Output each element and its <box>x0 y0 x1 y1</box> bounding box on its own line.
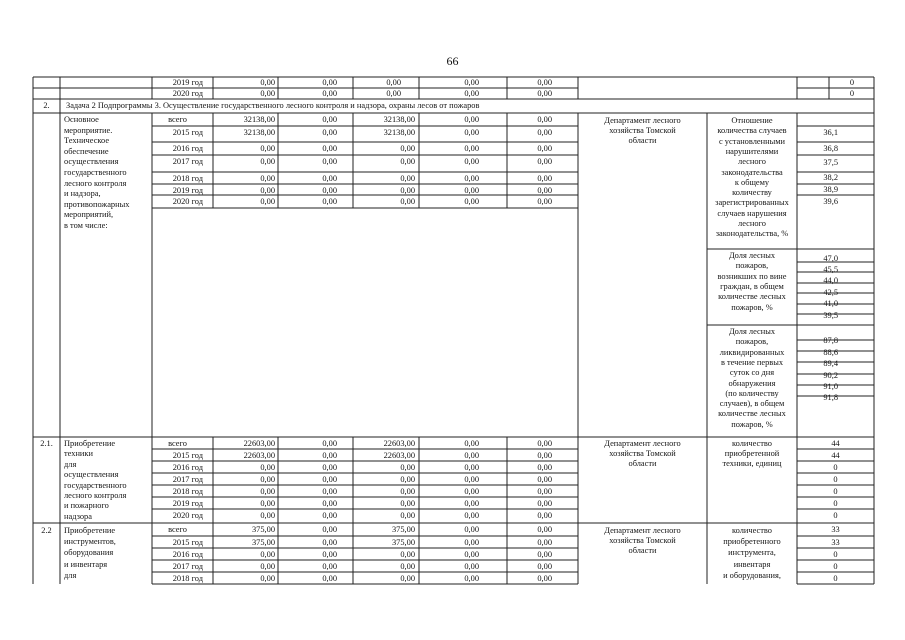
total-cell: 0,00 <box>260 573 275 583</box>
federal-cell: 0,00 <box>322 128 337 137</box>
indicator-name-line: техники, единиц <box>722 459 782 469</box>
local-cell: 0,00 <box>464 115 479 124</box>
indicator-value-cell: 41,0 <box>823 299 838 308</box>
indicator-name-line: к общему <box>734 177 770 187</box>
indicator-name-line: приобретенного <box>723 537 781 547</box>
total-cell: 22603,00 <box>243 450 275 460</box>
total-cell: 0,00 <box>260 174 275 183</box>
indicator-name-line: (по количеству <box>725 388 779 398</box>
indicator-name-line: Доля лесных <box>728 327 776 336</box>
period-cell: 2019 год <box>172 498 203 508</box>
indicator-value-cell: 39,6 <box>823 197 838 206</box>
total-cell: 0,00 <box>260 88 275 98</box>
local-cell: 0,00 <box>464 573 479 583</box>
executor-line: хозяйства Томской <box>609 536 676 546</box>
regional-cell: 0,00 <box>400 498 415 508</box>
indicator-name-line: зарегистрированных <box>715 198 789 208</box>
measure-number: 2.1. <box>40 439 53 448</box>
executor-line: области <box>628 459 657 469</box>
indicator-name-line: инвентаря <box>733 559 771 569</box>
indicator-value-cell: 0 <box>833 510 838 520</box>
other-cell: 0,00 <box>537 462 552 472</box>
indicator-name-line: приобретенной <box>724 449 780 459</box>
regional-cell: 0,00 <box>400 462 415 472</box>
indicator-value-cell: 36,1 <box>823 128 838 137</box>
federal-cell: 0,00 <box>322 88 337 98</box>
period-cell: 2019 год <box>172 77 203 87</box>
period-cell: 2020 год <box>172 510 203 520</box>
measure-name-line: в том числе: <box>64 221 108 230</box>
local-cell: 0,00 <box>464 450 479 460</box>
measure-name-line: противопожарных <box>64 199 130 209</box>
other-cell: 0,00 <box>537 498 552 508</box>
indicator-name-line: количества случаев <box>717 126 787 136</box>
task-number: 2. <box>43 101 50 110</box>
measure-name-line: Приобретение <box>64 439 116 448</box>
period-cell: 2018 год <box>172 174 203 183</box>
total-cell: 32138,00 <box>243 128 275 137</box>
period-cell: 2016 год <box>172 144 203 153</box>
local-cell: 0,00 <box>464 197 479 206</box>
regional-cell: 0,00 <box>400 174 415 183</box>
indicator-value-cell: 89,4 <box>823 359 838 368</box>
federal-cell: 0,00 <box>322 197 337 206</box>
period-cell: 2017 год <box>172 157 203 166</box>
total-cell: 32138,00 <box>243 115 275 124</box>
local-cell: 0,00 <box>464 498 479 508</box>
measure-name-line: осуществления <box>64 157 119 167</box>
total-cell: 0,00 <box>260 197 275 206</box>
local-cell: 0,00 <box>464 157 479 166</box>
indicator-value-cell: 45,5 <box>823 265 838 274</box>
other-cell: 0,00 <box>537 128 552 137</box>
local-cell: 0,00 <box>464 128 479 137</box>
other-cell: 0,00 <box>537 186 552 195</box>
indicator-value-cell: 88,6 <box>823 348 838 357</box>
other-cell: 0,00 <box>537 510 552 520</box>
indicator-name-line: пожаров, <box>735 337 769 347</box>
indicator-value-cell: 44 <box>831 450 840 460</box>
other-cell: 0,00 <box>537 174 552 183</box>
indicator-name-line: количество <box>732 439 772 448</box>
other-cell: 0,00 <box>537 549 552 559</box>
measure-name-line: осуществления <box>64 470 119 480</box>
federal-cell: 0,00 <box>322 157 337 166</box>
indicator-value-cell: 33 <box>831 537 840 547</box>
period-cell: 2015 год <box>172 128 203 137</box>
measure-name-line: и инвентаря <box>64 559 108 569</box>
local-cell: 0,00 <box>464 524 479 534</box>
federal-cell: 0,00 <box>322 549 337 559</box>
period-cell: 2015 год <box>172 537 203 547</box>
indicator-name-line: лесного <box>738 157 766 167</box>
total-cell: 0,00 <box>260 474 275 484</box>
indicator-name-line: лесного <box>738 219 766 228</box>
indicator-value-cell: 39,5 <box>823 311 838 320</box>
indicator-value-cell: 44,0 <box>823 276 838 285</box>
indicator-name-line: пожаров, % <box>731 419 773 429</box>
local-cell: 0,00 <box>464 549 479 559</box>
measure-name-line: государственного <box>64 168 127 177</box>
regional-cell: 0,00 <box>400 186 415 195</box>
indicator-value-cell: 0 <box>833 462 838 472</box>
total-cell: 0,00 <box>260 549 275 559</box>
local-cell: 0,00 <box>464 474 479 484</box>
measure-name-line: оборудования <box>64 548 114 558</box>
total-cell: 375,00 <box>251 524 275 534</box>
regional-cell: 0,00 <box>400 510 415 520</box>
federal-cell: 0,00 <box>322 524 337 534</box>
period-cell: 2018 год <box>172 486 203 496</box>
regional-cell: 22603,00 <box>383 450 415 460</box>
federal-cell: 0,00 <box>322 77 337 87</box>
measure-name-line: надзора <box>64 511 92 521</box>
executor-line: области <box>628 546 657 556</box>
period-cell: 2016 год <box>172 549 203 559</box>
federal-cell: 0,00 <box>322 462 337 472</box>
regional-cell: 375,00 <box>391 524 415 534</box>
other-cell: 0,00 <box>537 486 552 496</box>
indicator-value-cell: 38,2 <box>823 173 838 182</box>
federal-cell: 0,00 <box>322 474 337 484</box>
other-cell: 0,00 <box>537 77 552 87</box>
indicator-name-line: пожаров, <box>735 261 769 271</box>
local-cell: 0,00 <box>464 174 479 183</box>
indicator-name-line: Отношение <box>731 116 773 125</box>
total-cell: 0,00 <box>260 486 275 496</box>
indicator-value-cell: 36,8 <box>823 144 838 153</box>
local-cell: 0,00 <box>464 486 479 496</box>
indicator-value-cell: 0 <box>849 88 854 98</box>
regional-cell: 0,00 <box>400 474 415 484</box>
period-cell: всего <box>168 115 187 124</box>
indicator-name-line: случаев), в общем <box>719 399 785 409</box>
local-cell: 0,00 <box>464 510 479 520</box>
indicator-name-line: законодательства, % <box>715 229 789 239</box>
indicator-value-cell: 44 <box>831 438 840 448</box>
period-cell: 2015 год <box>172 450 203 460</box>
indicator-name-line: с установленными <box>719 136 785 146</box>
measure-name-line: мероприятий, <box>64 210 114 220</box>
indicator-name-line: возникших по вине <box>717 271 787 281</box>
indicator-name-line: и оборудования, <box>723 570 781 580</box>
other-cell: 0,00 <box>537 438 552 448</box>
regional-cell: 0,00 <box>400 573 415 583</box>
regional-cell: 0,00 <box>400 561 415 571</box>
regional-cell: 32138,00 <box>383 128 415 137</box>
period-cell: 2019 год <box>172 186 203 195</box>
measure-name-line: Приобретение <box>64 526 116 535</box>
period-cell: 2017 год <box>172 474 203 484</box>
regional-cell: 0,00 <box>400 197 415 206</box>
indicator-value-cell: 91,0 <box>823 382 838 391</box>
regional-cell: 32138,00 <box>383 115 415 124</box>
indicator-value-cell: 37,5 <box>823 158 838 167</box>
federal-cell: 0,00 <box>322 498 337 508</box>
executor-line: хозяйства Томской <box>609 126 676 136</box>
measure-name-line: лесного контроля <box>64 178 127 188</box>
federal-cell: 0,00 <box>322 573 337 583</box>
other-cell: 0,00 <box>537 537 552 547</box>
total-cell: 0,00 <box>260 462 275 472</box>
measure-name-line: государственного <box>64 480 127 490</box>
indicator-value-cell: 0 <box>833 549 838 559</box>
measure-name-line: для <box>64 570 77 580</box>
indicator-value-cell: 0 <box>833 573 838 583</box>
indicator-name-line: случаев нарушения <box>717 208 787 218</box>
indicator-name-line: количеству <box>732 188 772 198</box>
local-cell: 0,00 <box>464 144 479 153</box>
measure-name-line: инструментов, <box>64 537 116 547</box>
measure-name-line: обеспечение <box>64 146 109 156</box>
indicator-value-cell: 0 <box>849 77 854 87</box>
measure-name-line: и надзора, <box>64 189 101 199</box>
federal-cell: 0,00 <box>322 115 337 124</box>
executor-line: Департамент лесного <box>604 526 681 535</box>
federal-cell: 0,00 <box>322 561 337 571</box>
indicator-value-cell: 33 <box>831 524 840 534</box>
other-cell: 0,00 <box>537 88 552 98</box>
total-cell: 0,00 <box>260 157 275 166</box>
regional-cell: 0,00 <box>386 88 401 98</box>
federal-cell: 0,00 <box>322 174 337 183</box>
indicator-name-line: количестве лесных <box>718 292 786 302</box>
regional-cell: 0,00 <box>400 157 415 166</box>
indicator-name-line: обнаружения <box>728 378 776 388</box>
indicator-value-cell: 0 <box>833 498 838 508</box>
indicator-value-cell: 42,5 <box>823 288 838 297</box>
other-cell: 0,00 <box>537 524 552 534</box>
measure-number: 2.2 <box>41 526 52 535</box>
total-cell: 22603,00 <box>243 438 275 448</box>
indicator-name-line: в течение первых <box>720 357 784 367</box>
period-cell: 2020 год <box>172 197 203 206</box>
other-cell: 0,00 <box>537 197 552 206</box>
federal-cell: 0,00 <box>322 450 337 460</box>
federal-cell: 0,00 <box>322 438 337 448</box>
task-title: Задача 2 Подпрограммы 3. Осуществление государственного лесного контроля и надзора, охраны лесов от пожаров <box>66 101 480 110</box>
measure-name-line: для <box>64 459 77 469</box>
indicator-value-cell: 87,8 <box>823 336 838 345</box>
measure-name-line: техники <box>64 449 93 459</box>
executor-line: Департамент лесного <box>604 116 681 125</box>
indicator-value-cell: 47,0 <box>823 254 838 263</box>
total-cell: 375,00 <box>251 537 275 547</box>
executor-line: Департамент лесного <box>604 439 681 448</box>
total-cell: 0,00 <box>260 186 275 195</box>
other-cell: 0,00 <box>537 157 552 166</box>
regional-cell: 375,00 <box>391 537 415 547</box>
period-cell: 2017 год <box>172 561 203 571</box>
other-cell: 0,00 <box>537 115 552 124</box>
total-cell: 0,00 <box>260 144 275 153</box>
local-cell: 0,00 <box>464 88 479 98</box>
local-cell: 0,00 <box>464 438 479 448</box>
indicator-name-line: количестве лесных <box>718 409 786 419</box>
other-cell: 0,00 <box>537 450 552 460</box>
indicator-name-line: инструмента, <box>728 548 776 558</box>
executor-line: области <box>628 136 657 146</box>
indicator-name-line: нарушителями <box>725 146 779 156</box>
federal-cell: 0,00 <box>322 510 337 520</box>
regional-cell: 22603,00 <box>383 438 415 448</box>
total-cell: 0,00 <box>260 77 275 87</box>
total-cell: 0,00 <box>260 510 275 520</box>
indicator-name-line: ликвидированных <box>719 347 785 357</box>
period-cell: 2016 год <box>172 462 203 472</box>
measure-name-line: лесного контроля <box>64 491 127 500</box>
local-cell: 0,00 <box>464 462 479 472</box>
indicator-value-cell: 38,9 <box>823 185 838 194</box>
measure-name-line: Основное <box>64 115 99 124</box>
indicator-value-cell: 0 <box>833 561 838 571</box>
other-cell: 0,00 <box>537 573 552 583</box>
indicator-name-line: количество <box>732 526 772 535</box>
local-cell: 0,00 <box>464 77 479 87</box>
measure-name-line: мероприятие. <box>64 125 113 135</box>
indicator-value-cell: 0 <box>833 486 838 496</box>
measure-name-line: Техническое <box>64 136 110 146</box>
measure-name-line: и пожарного <box>64 501 109 511</box>
regional-cell: 0,00 <box>400 144 415 153</box>
local-cell: 0,00 <box>464 561 479 571</box>
federal-cell: 0,00 <box>322 186 337 195</box>
total-cell: 0,00 <box>260 561 275 571</box>
indicator-value-cell: 0 <box>833 474 838 484</box>
regional-cell: 0,00 <box>400 486 415 496</box>
regional-cell: 0,00 <box>386 77 401 87</box>
other-cell: 0,00 <box>537 144 552 153</box>
indicator-value-cell: 91,8 <box>823 393 838 402</box>
period-cell: 2018 год <box>172 573 203 583</box>
federal-cell: 0,00 <box>322 144 337 153</box>
federal-cell: 0,00 <box>322 537 337 547</box>
other-cell: 0,00 <box>537 561 552 571</box>
period-cell: 2020 год <box>172 88 203 98</box>
indicator-name-line: Доля лесных <box>728 251 776 260</box>
period-cell: всего <box>168 524 187 534</box>
indicator-name-line: суток со дня <box>729 368 775 378</box>
indicator-name-line: законодательства <box>721 167 783 177</box>
regional-cell: 0,00 <box>400 549 415 559</box>
local-cell: 0,00 <box>464 537 479 547</box>
executor-line: хозяйства Томской <box>609 449 676 459</box>
period-cell: всего <box>168 438 187 448</box>
federal-cell: 0,00 <box>322 486 337 496</box>
total-cell: 0,00 <box>260 498 275 508</box>
other-cell: 0,00 <box>537 474 552 484</box>
local-cell: 0,00 <box>464 186 479 195</box>
indicator-name-line: граждан, в общем <box>720 281 784 291</box>
indicator-value-cell: 90,2 <box>823 371 838 380</box>
page-number: 66 <box>446 54 459 68</box>
indicator-name-line: пожаров, % <box>731 302 773 312</box>
